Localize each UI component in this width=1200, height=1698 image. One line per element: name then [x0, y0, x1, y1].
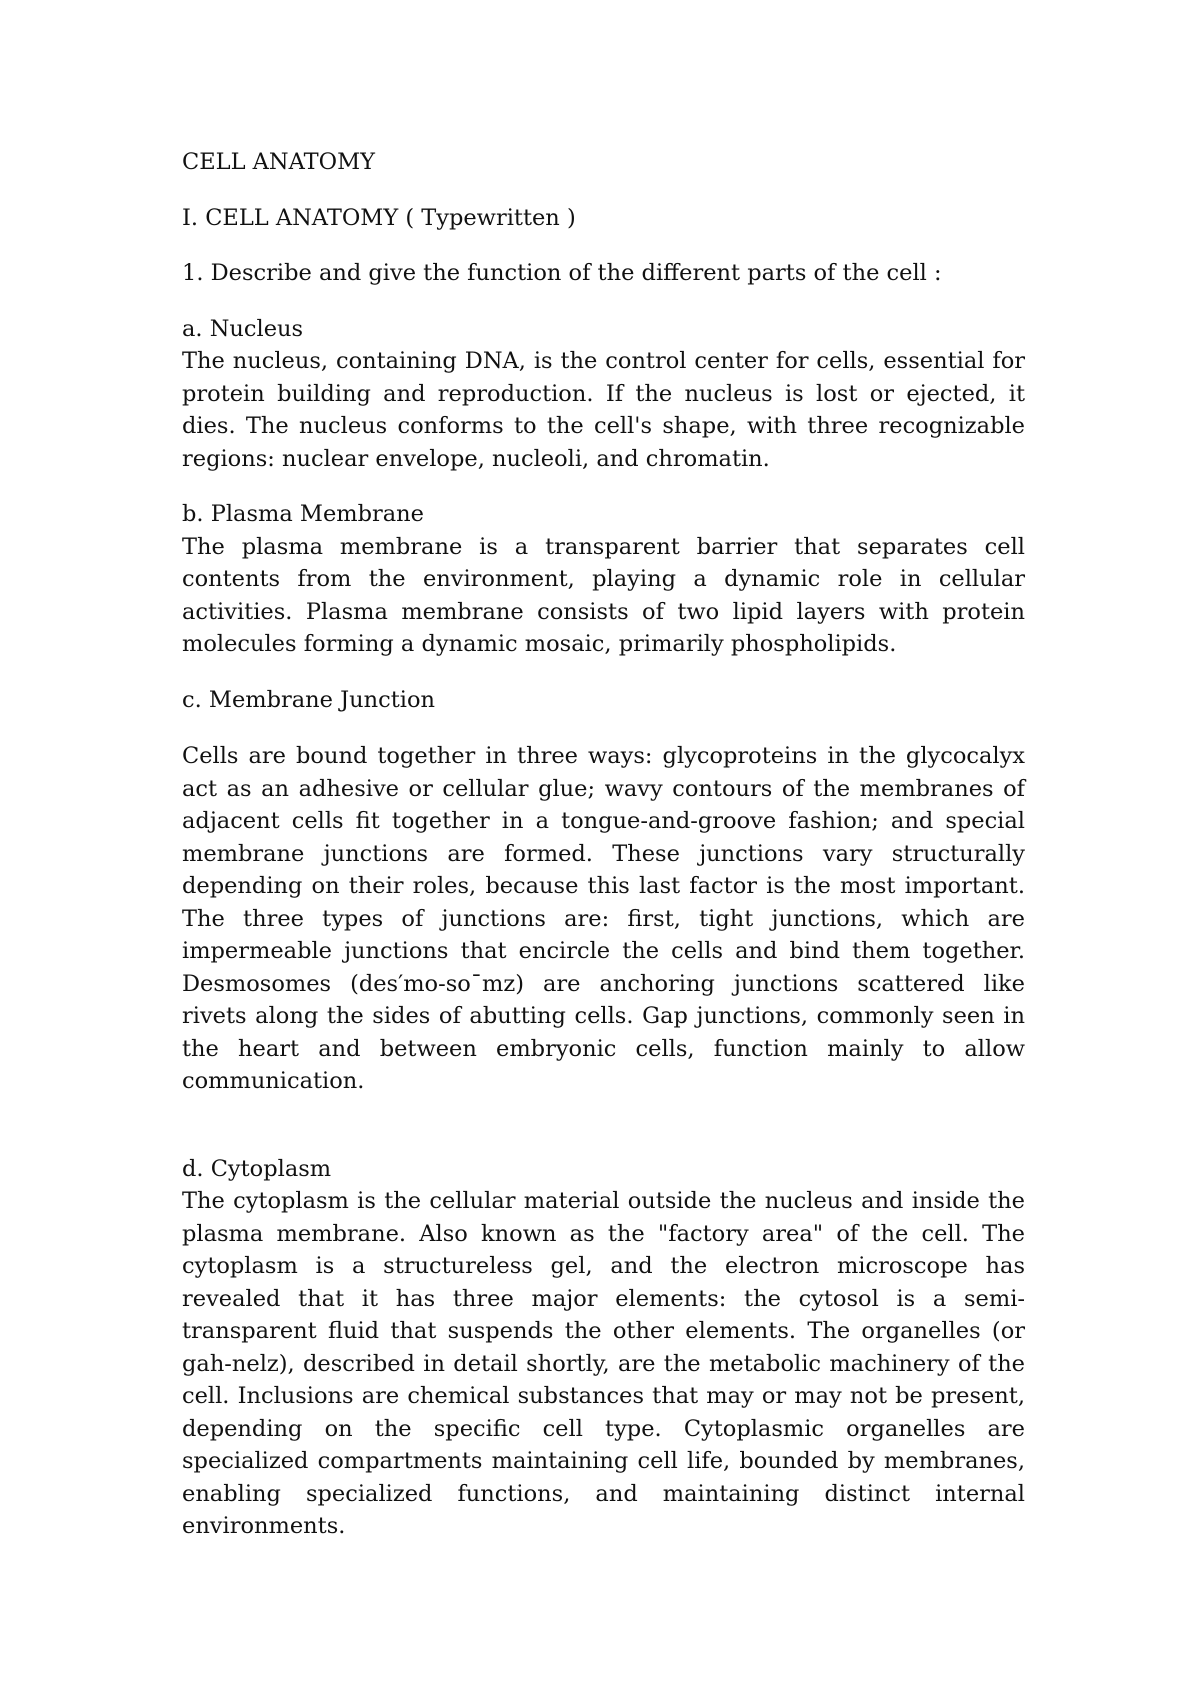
- document-subtitle: I. CELL ANATOMY ( Typewritten ): [182, 204, 576, 231]
- section-cytoplasm: [182, 1153, 1025, 1543]
- section-text: Cells are bound together in three ways: glycoproteins in the glycocalyx act as an adhesive or cellular glue; wavy contours of the membranes of adjacent cells fit together in a tongue-and-groove fashion; and special membrane junctions are formed. These junctions vary structurally depending on their roles, because this last factor is the most important. The three types of junctions are: first, tight junctions, which are impermeable junctions that encircle the cells and bind them together. Desmosomes (des′mo-so¯mz) are anchoring junctions scattered like rivets along the sides of abutting cells. Gap junctions, commonly seen in the heart and between embryonic cells, function mainly to allow communication.: [182, 743, 1025, 1094]
- section-plasma-membrane: [182, 498, 1025, 661]
- section-text: The cytoplasm is the cellular material outside the nucleus and inside the plasma membrane. Also known as the "factory area" of the cell. The cytoplasm is a structureless gel, and the electron microscope has revealed that it has three major elements: the cytosol is a semi-transparent fluid that suspends the other elements. The organelles (or gah-nelz), described in detail shortly, are the metabolic machinery of the cell. Inclusions are chemical substances that may or may not be present, depending on the specific cell type. Cytoplasmic organelles are specialized compartments maintaining cell life, bounded by membranes, enabling specialized functions, and maintaining distinct internal environments.: [182, 1188, 1025, 1539]
- section-heading: c. Membrane Junction: [182, 686, 436, 713]
- section-text: The nucleus, containing DNA, is the control center for cells, essential for protein building and reproduction. If the nucleus is lost or ejected, it dies. The nucleus conforms to the cell's shape, with three recognizable regions: nuclear envelope, nucleoli, and chromatin.: [182, 348, 1025, 472]
- document-title: CELL ANATOMY: [182, 149, 375, 175]
- section-heading: d. Cytoplasm: [182, 1155, 332, 1182]
- section-membrane-junction: [182, 684, 1025, 1098]
- document-body: [182, 146, 1025, 1566]
- section-nucleus: [182, 313, 1025, 476]
- question-prompt: 1. Describe and give the function of the different parts of the cell :: [182, 260, 942, 286]
- section-heading: a. Nucleus: [182, 315, 304, 342]
- section-heading: b. Plasma Membrane: [182, 501, 424, 527]
- section-text: The plasma membrane is a transparent barrier that separates cell contents from the environment, playing a dynamic role in cellular activities. Plasma membrane consists of two lipid layers with protein molecules forming a dynamic mosaic, primarily phospholipids.: [182, 533, 1025, 657]
